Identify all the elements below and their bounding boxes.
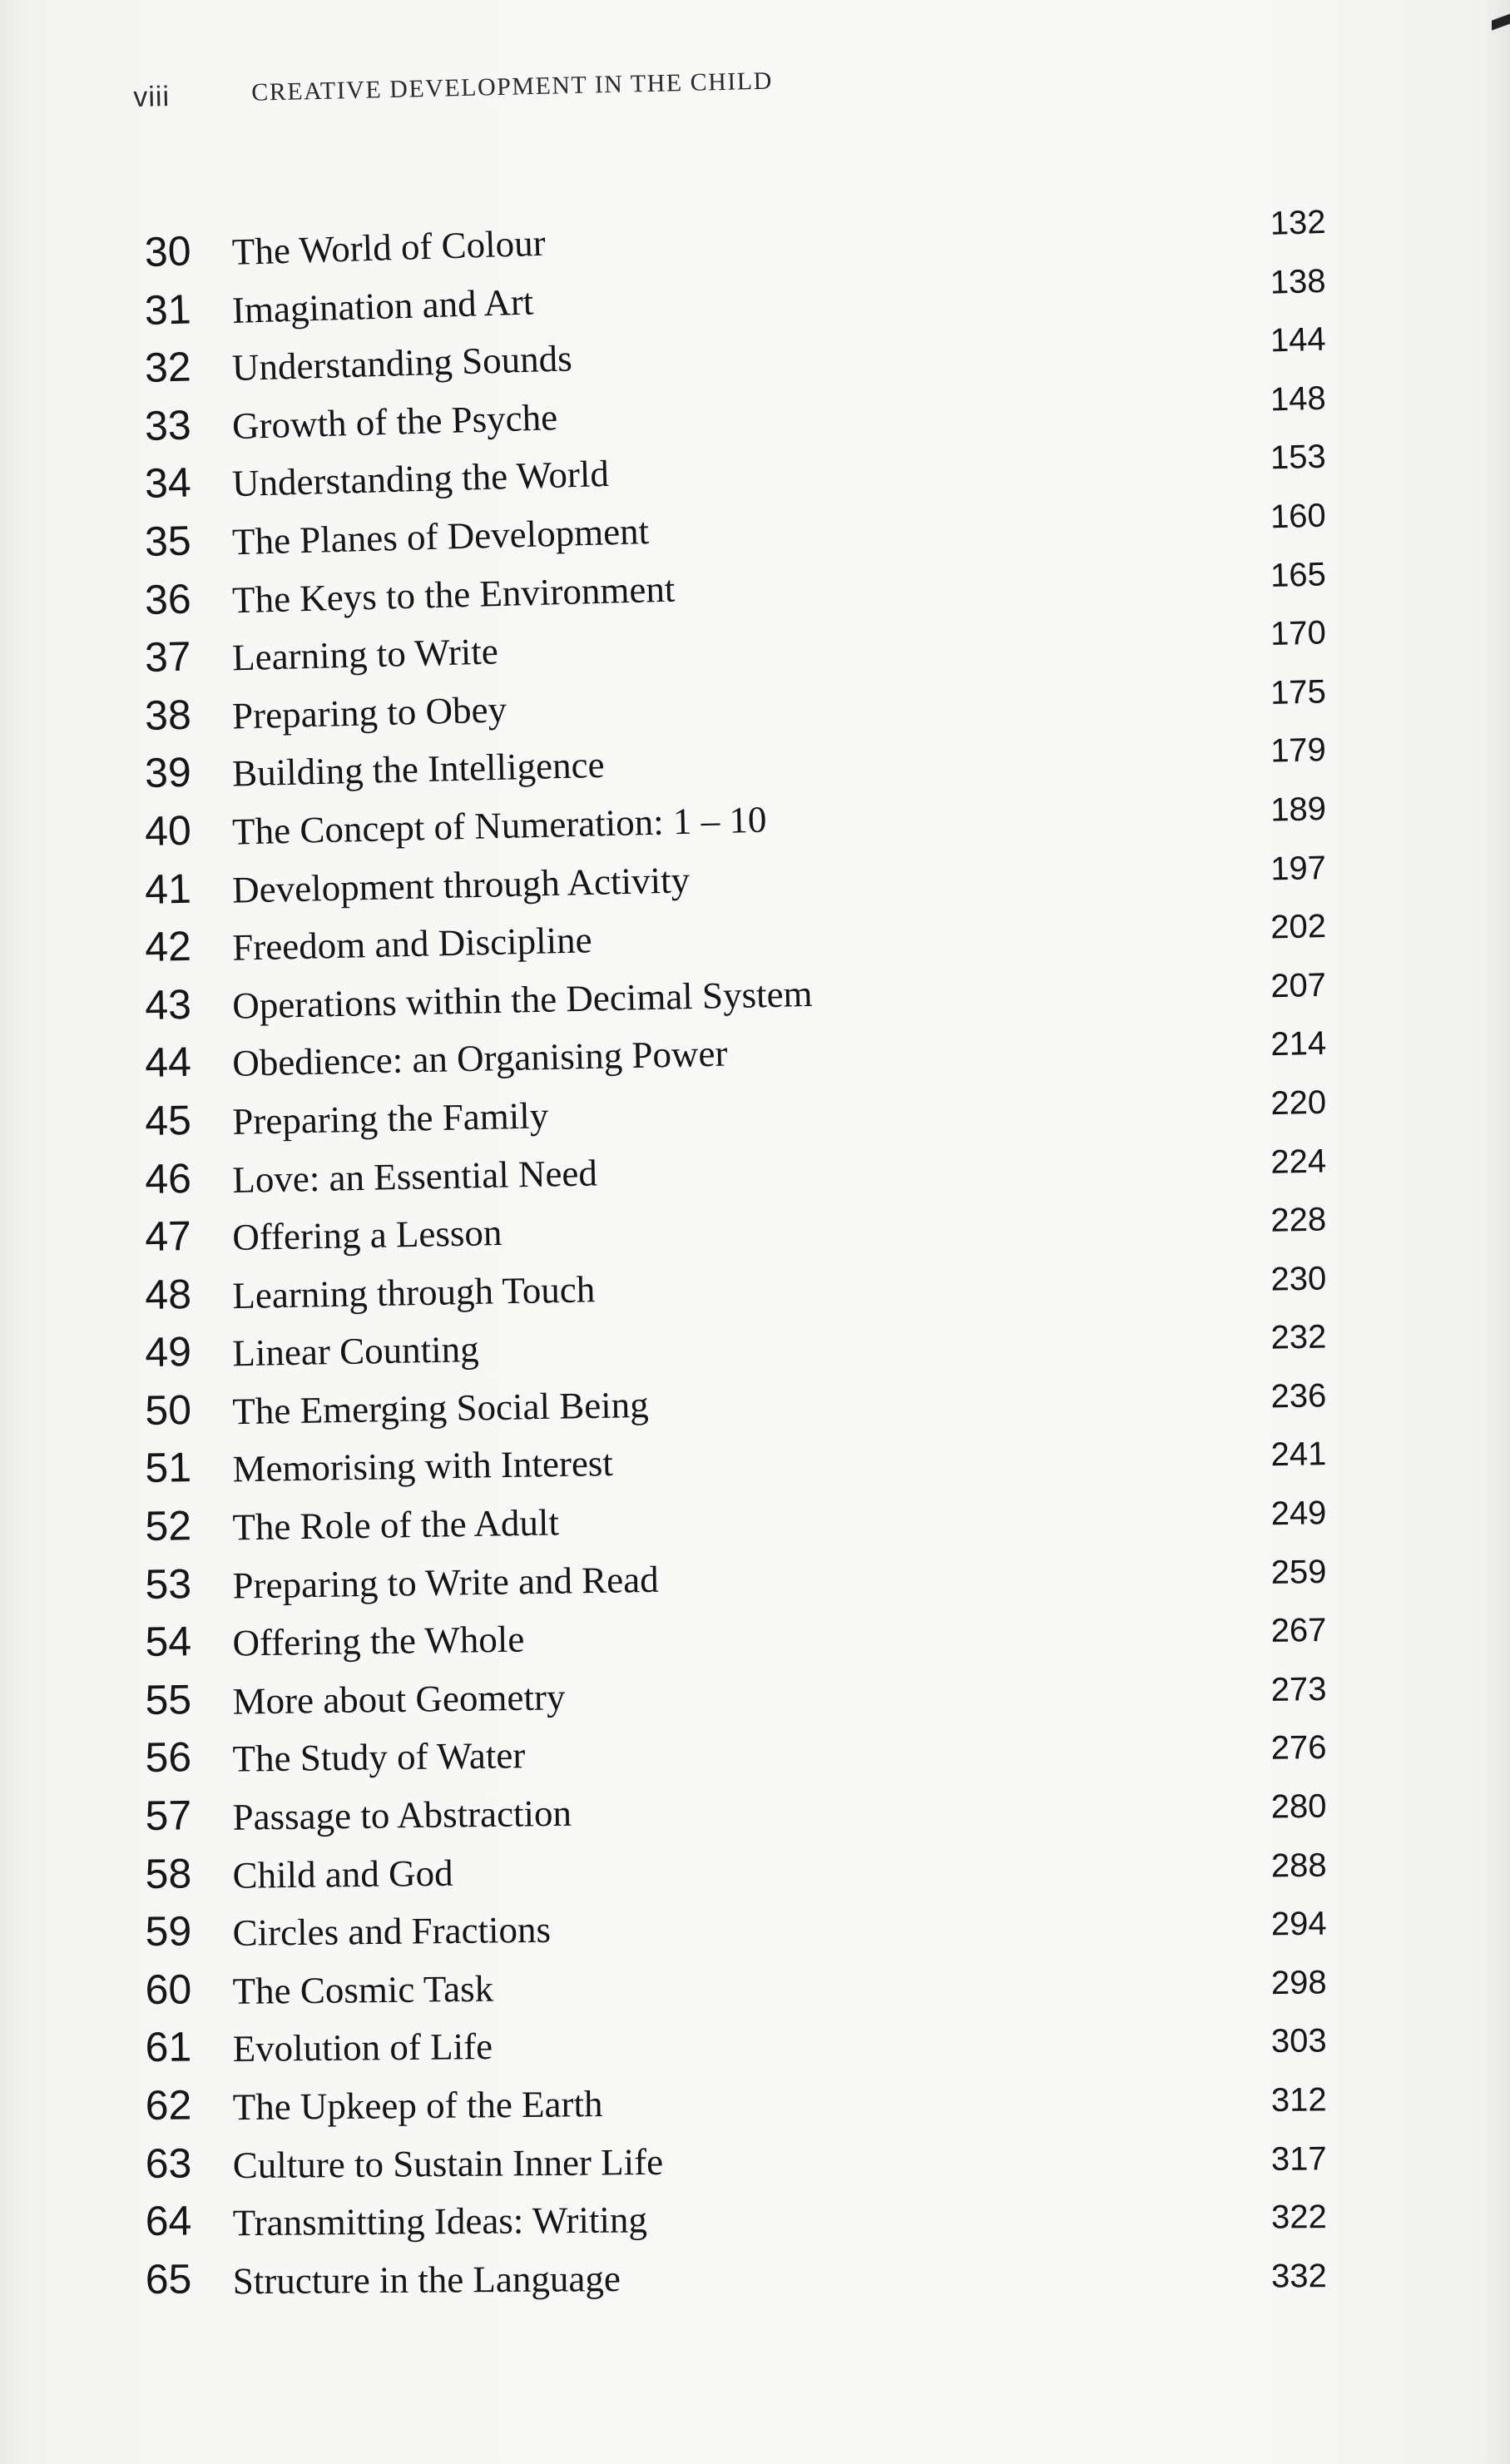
chapter-title: Obedience: an Organising Power bbox=[231, 1032, 728, 1084]
chapter-number: 52 bbox=[145, 1501, 192, 1549]
chapter-page-number: 303 bbox=[1270, 2022, 1327, 2060]
chapter-title: Growth of the Psyche bbox=[231, 395, 558, 447]
chapter-title: Understanding Sounds bbox=[231, 337, 573, 389]
chapter-title: Evolution of Life bbox=[232, 2025, 493, 2070]
toc-entry bbox=[145, 2009, 1327, 2078]
chapter-number: 49 bbox=[144, 1327, 192, 1376]
chapter-number: 38 bbox=[144, 691, 192, 739]
chapter-page-number: 148 bbox=[1270, 379, 1327, 418]
chapter-title: The Cosmic Task bbox=[232, 1967, 494, 2012]
chapter-title: Imagination and Art bbox=[231, 280, 534, 331]
chapter-page-number: 236 bbox=[1270, 1376, 1327, 1415]
chapter-page-number: 230 bbox=[1270, 1259, 1327, 1297]
chapter-page-number: 153 bbox=[1270, 438, 1327, 477]
chapter-page-number: 175 bbox=[1270, 672, 1327, 711]
chapter-title: The Planes of Development bbox=[231, 509, 650, 563]
chapter-page-number: 276 bbox=[1270, 1728, 1327, 1767]
chapter-title: Child and God bbox=[232, 1851, 453, 1896]
chapter-title: Transmitting Ideas: Writing bbox=[232, 2199, 648, 2243]
chapter-number: 33 bbox=[144, 400, 192, 449]
chapter-page-number: 202 bbox=[1270, 907, 1327, 946]
chapter-title: Freedom and Discipline bbox=[231, 919, 593, 969]
chapter-number: 47 bbox=[144, 1212, 192, 1260]
chapter-page-number: 220 bbox=[1270, 1083, 1327, 1122]
chapter-page-number: 144 bbox=[1270, 320, 1327, 359]
chapter-number: 58 bbox=[145, 1849, 192, 1897]
chapter-title: More about Geometry bbox=[232, 1675, 566, 1723]
chapter-number: 46 bbox=[144, 1154, 192, 1202]
chapter-page-number: 160 bbox=[1270, 497, 1327, 535]
chapter-number: 44 bbox=[144, 1038, 192, 1086]
chapter-title: The World of Colour bbox=[231, 221, 547, 273]
chapter-title: Memorising with Interest bbox=[232, 1442, 614, 1490]
page-corner-mark bbox=[1492, 0, 1510, 43]
chapter-title: Learning to Write bbox=[231, 630, 499, 679]
chapter-title: Building the Intelligence bbox=[231, 743, 606, 795]
chapter-number: 48 bbox=[144, 1270, 192, 1318]
chapter-page-number: 214 bbox=[1270, 1024, 1327, 1063]
toc-entry bbox=[146, 2243, 1327, 2310]
chapter-page-number: 288 bbox=[1270, 1846, 1327, 1884]
chapter-number: 61 bbox=[145, 2023, 192, 2071]
chapter-title: Preparing to Obey bbox=[231, 687, 507, 736]
running-head-title: CREATIVE DEVELOPMENT IN THE CHILD bbox=[250, 67, 774, 107]
chapter-number: 53 bbox=[145, 1559, 192, 1608]
chapter-page-number: 228 bbox=[1270, 1201, 1327, 1239]
chapter-page-number: 170 bbox=[1270, 614, 1327, 652]
toc-entry bbox=[145, 2126, 1327, 2194]
chapter-number: 32 bbox=[144, 343, 192, 391]
chapter-page-number: 332 bbox=[1270, 2257, 1327, 2294]
chapter-page-number: 232 bbox=[1270, 1318, 1327, 1356]
chapter-number: 41 bbox=[144, 864, 192, 913]
chapter-page-number: 317 bbox=[1270, 2139, 1327, 2178]
chapter-number: 65 bbox=[145, 2254, 192, 2303]
chapter-number: 64 bbox=[145, 2197, 192, 2244]
chapter-title: Offering a Lesson bbox=[231, 1211, 503, 1258]
running-head bbox=[132, 43, 882, 113]
chapter-number: 57 bbox=[145, 1791, 192, 1839]
chapter-number: 42 bbox=[144, 922, 192, 970]
chapter-title: The Study of Water bbox=[232, 1734, 526, 1780]
chapter-title: Love: an Essential Need bbox=[231, 1151, 598, 1201]
chapter-page-number: 165 bbox=[1270, 555, 1327, 594]
chapter-number: 60 bbox=[145, 1965, 192, 2013]
toc-entry bbox=[145, 2184, 1326, 2251]
chapter-number: 37 bbox=[144, 632, 192, 681]
chapter-title: The Upkeep of the Earth bbox=[232, 2082, 603, 2128]
chapter-title: Preparing the Family bbox=[231, 1093, 549, 1143]
chapter-page-number: 273 bbox=[1270, 1670, 1327, 1708]
chapter-page-number: 249 bbox=[1270, 1494, 1327, 1532]
chapter-number: 45 bbox=[144, 1096, 192, 1144]
chapter-title: The Emerging Social Being bbox=[231, 1383, 650, 1432]
chapter-number: 56 bbox=[145, 1733, 192, 1782]
chapter-page-number: 224 bbox=[1270, 1142, 1327, 1180]
chapter-number: 35 bbox=[144, 517, 192, 565]
chapter-title: Development through Activity bbox=[231, 858, 691, 910]
chapter-number: 40 bbox=[144, 806, 192, 855]
chapter-title: The Role of the Adult bbox=[232, 1501, 560, 1549]
chapter-page-number: 138 bbox=[1270, 262, 1327, 300]
chapter-title: The Concept of Numeration: 1 – 10 bbox=[231, 798, 767, 853]
chapter-number: 55 bbox=[145, 1675, 192, 1723]
chapter-page-number: 267 bbox=[1270, 1611, 1327, 1649]
chapter-number: 31 bbox=[144, 285, 192, 334]
chapter-title: Structure in the Language bbox=[232, 2257, 621, 2302]
chapter-number: 63 bbox=[145, 2139, 192, 2187]
chapter-page-number: 280 bbox=[1270, 1787, 1327, 1826]
chapter-title: Preparing to Write and Read bbox=[232, 1558, 660, 1606]
chapter-number: 62 bbox=[145, 2081, 192, 2129]
chapter-title: Circles and Fractions bbox=[232, 1908, 552, 1954]
chapter-number: 39 bbox=[144, 748, 192, 796]
chapter-page-number: 322 bbox=[1270, 2198, 1327, 2236]
chapter-page-number: 207 bbox=[1270, 966, 1327, 1004]
chapter-number: 54 bbox=[145, 1618, 192, 1665]
chapter-title: Linear Counting bbox=[231, 1327, 479, 1375]
chapter-page-number: 179 bbox=[1270, 731, 1327, 770]
chapter-number: 59 bbox=[145, 1907, 192, 1955]
chapter-title: Understanding the World bbox=[231, 452, 610, 505]
chapter-page-number: 241 bbox=[1270, 1435, 1327, 1474]
chapter-title: Learning through Touch bbox=[231, 1267, 596, 1316]
chapter-page-number: 132 bbox=[1270, 203, 1327, 242]
chapter-number: 43 bbox=[144, 980, 192, 1029]
chapter-page-number: 189 bbox=[1270, 790, 1327, 829]
chapter-number: 51 bbox=[144, 1444, 192, 1492]
chapter-number: 30 bbox=[144, 226, 192, 275]
chapter-page-number: 197 bbox=[1270, 849, 1327, 887]
chapter-page-number: 259 bbox=[1270, 1553, 1327, 1591]
chapter-number: 36 bbox=[144, 574, 192, 623]
chapter-title: The Keys to the Environment bbox=[231, 567, 676, 621]
toc-entry bbox=[145, 2067, 1327, 2135]
chapter-title: Passage to Abstraction bbox=[232, 1792, 572, 1838]
page-folio: viii bbox=[132, 81, 171, 113]
chapter-number: 50 bbox=[144, 1386, 192, 1434]
chapter-page-number: 298 bbox=[1270, 1963, 1327, 2001]
chapter-page-number: 312 bbox=[1270, 2080, 1327, 2119]
chapter-title: Culture to Sustain Inner Life bbox=[232, 2140, 664, 2186]
table-of-contents bbox=[144, 203, 1327, 2309]
chapter-number: 34 bbox=[144, 459, 192, 507]
chapter-title: Operations within the Decimal System bbox=[231, 972, 814, 1027]
chapter-page-number: 294 bbox=[1270, 1905, 1327, 1943]
chapter-title: Offering the Whole bbox=[232, 1618, 525, 1664]
